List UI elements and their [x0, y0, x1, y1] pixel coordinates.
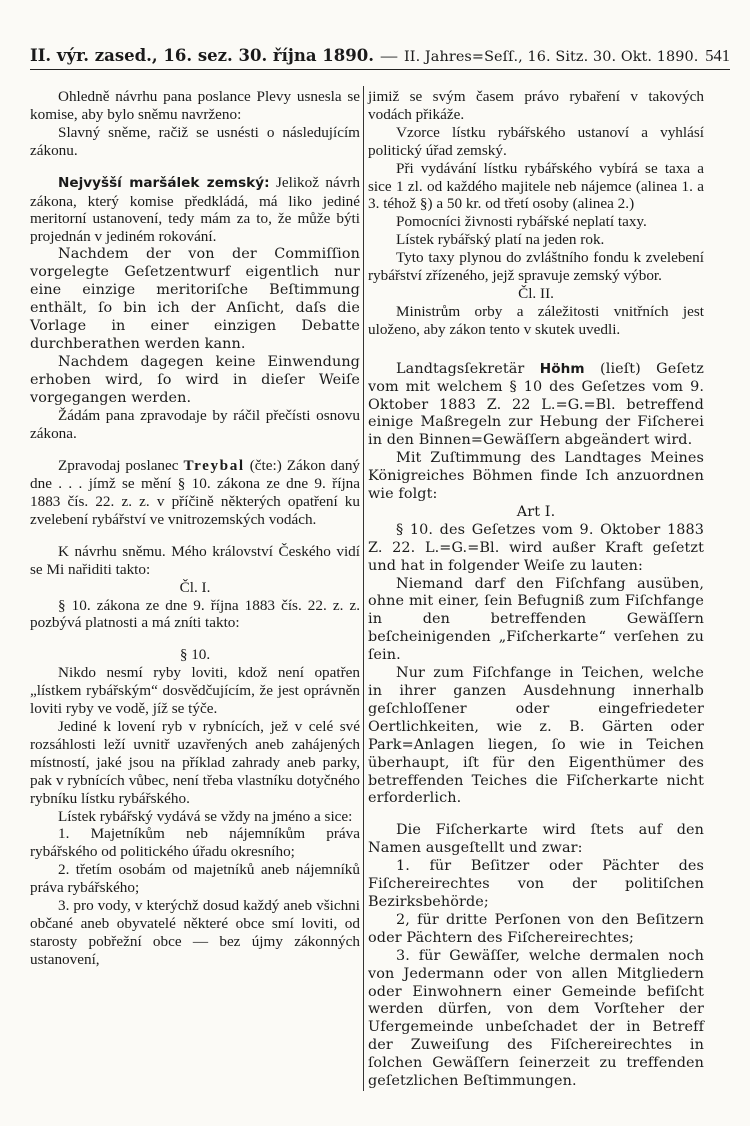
paragraph-german: Nur zum Fiſchfange in Teichen, welche in ihrer ganzen Ausdehnung innerhalb geſchloſſener oder eingefriedeter Oertlichkeiten, wie z. B. Gärten oder Park=Anlagen liegen, ſo wie in Teichen überhaupt, iſt für den Eigenthümer des betreffenden Teiches die Fiſcherkarte nicht erforderlich. — [368, 665, 704, 807]
article-heading: Čl. II. — [518, 284, 554, 302]
page-number: 541 — [705, 46, 730, 65]
speaker-name: Treybal — [183, 457, 245, 475]
speech-text: (lieſt) Geſetz vom mit welchem § 10 des Geſetzes vom 9. Oktober 1883 Z. 22 L.=G.=Bl. betreffend einige Maßregeln zur Hebung der Fiſcherei in den Binnen=Gewäſſern abgeändert wird. — [368, 360, 704, 449]
paragraph: Žádám pana zpravodaje by ráčil přečísti osnovu zákona. — [30, 407, 360, 443]
header-dash: — — [380, 46, 398, 65]
paragraph: Nikdo nesmí ryby loviti, kdož není opatřen „lístkem rybářským“ dosvědčujícím, že jest oprávněn loviti ryby ve vodě, jíž se týče. — [30, 664, 360, 718]
speaker-title: Landtagsſekretär — [396, 360, 525, 377]
paragraph: Při vydávání lístku rybářského vybírá se taxa a sice 1 zl. od každého majitele neb nájemce (alinea 1. a 3. téhož §) a 50 kr. od třetí osoby (alinea 2.) — [368, 159, 704, 213]
paragraph-german: § 10. des Geſetzes vom 9. Oktober 1883 Z. 22. L.=G.=Bl. wird außer Kraft geſetzt und hat in folgender Weiſe zu lauten: — [368, 521, 704, 574]
speaker-paragraph — [30, 174, 360, 247]
paragraph: Pomocníci živnosti rybářské neplatí taxy. — [396, 213, 647, 231]
list-item: 1. für Beſitzer oder Pächter des Fiſchereirechtes von der politiſchen Bezirksbehörde; — [368, 858, 704, 910]
paragraph-german: Die Fiſcherkarte wird ſtets auf den Namen ausgeſtellt und zwar: — [368, 822, 704, 857]
speaker-name: Nejvyšší maršálek zemský: — [58, 174, 270, 191]
paragraph: K návrhu sněmu. Mého království Českého vidí se Mi nařiditi takto: — [30, 542, 360, 578]
speaker-title: Zpravodaj poslanec — [58, 457, 179, 475]
section-heading: § 10. — [179, 646, 211, 664]
paragraph-german: Mit Zuſtimmung des Landtages Meines Königreiches Böhmen finde Ich anzuordnen wie folgt: — [368, 450, 704, 503]
paragraph-german: Nachdem der von der Commiſſion vorgelegte Geſetzentwurf eigentlich nur eine einzige meritoriſche Beſtimmung enthält, ſo bin ich der Anſicht, daſs die Vorlage in einer einzigen Debatte durchberathen werden kann. — [30, 246, 360, 352]
paragraph: Vzorce lístku rybářského ustanoví a vyhlásí politický úřad zemský. — [368, 123, 704, 159]
speaker-paragraph-german — [368, 361, 704, 451]
paragraph: Slavný sněme, račiž se usnésti o následujícím zákonu. — [30, 123, 360, 159]
speaker-action: (čte:) — [249, 457, 282, 475]
paragraph-german: Nachdem dagegen keine Einwendung erhoben wird, ſo wird in dieſer Weiſe vorgegangen werden. — [30, 353, 360, 406]
paragraph: jimiž se svým časem právo rybaření v takových vodách přikáže. — [368, 88, 704, 123]
list-item: 2, für dritte Perſonen von den Beſitzern oder Pächtern des Fiſchereirechtes; — [368, 911, 704, 946]
paragraph: Tyto taxy plynou do zvláštního fondu k zvelebení rybářství zřízeného, jejž spravuje zemský výbor. — [368, 249, 704, 285]
paragraph: Jediné k lovení ryb v rybnících, jež v celé své rozsáhlosti leží uvnitř uzavřených aneb zahájených místností, jaké jsou na příklad zahrady aneb parky, pak v rybnících vůbec, není třeba vlastníku dotyčného rybníku lístku rybářského. — [30, 718, 360, 807]
speaker-paragraph — [30, 457, 360, 529]
column-divider — [363, 86, 364, 1091]
list-item: 3. für Gewäſſer, welche dermalen noch von Jedermann oder von allen Mitgliedern oder Einwohnern einer Gemeinde befiſcht werden dürfen, von dem Vorſteher der Ufergemeinde unbeſchadet der in Betreff der Zuweiſung des Fiſchereirechtes in ſolchen Gewäſſern ſeinerzeit zu treffenden geſetzlichen Beſtimmungen. — [368, 947, 704, 1090]
paragraph: Lístek rybářský vydává se vždy na jméno a sice: — [58, 807, 353, 825]
speech-text: Zákon daný dne . . . jímž se mění § 10. zákona ze dne 9. října 1883 čís. 22. z. z. v příčině některých opatření ku zvelebení rybářství ve vnitrozemských vodách. — [30, 457, 361, 528]
speaker-name: Höhm — [539, 360, 585, 377]
list-item: 1. Majetníkům neb nájemníkům práva rybářského od politického úřadu okresního; — [30, 825, 360, 861]
header-czech: II. výr. zased., 16. sez. 30. října 1890. — [30, 46, 374, 65]
article-heading: Čl. I. — [179, 578, 211, 596]
page-header — [30, 46, 730, 70]
paragraph: Ministrům orby a záležitosti vnitřních jest uloženo, aby zákon tento v skutek uvedli. — [368, 302, 704, 338]
article-heading: Art I. — [516, 503, 556, 520]
paragraph-german: Niemand darf den Fiſchfang ausüben, ohne mit einer, ſein Befugniß zum Fiſchfange in den betreffenden Gewäſſern beſcheinigenden „Fiſcherkarte“ verſehen zu ſein. — [368, 575, 704, 664]
list-item: 2. třetím osobám od majetníků aneb nájemníků práva rybářského; — [30, 861, 360, 897]
speech-text: Jelikož návrh zákona, který komise předkládá, má liko jediné meritorní ustanovení, tedy mám za to, že může býti projednán v jediném rokování. — [30, 173, 360, 246]
paragraph: Lístek rybářský platí na jeden rok. — [396, 231, 605, 249]
paragraph: § 10. zákona ze dne 9. října 1883 čís. 22. z. z. pozbývá platnosti a má zníti takto: — [30, 596, 360, 632]
left-column — [30, 88, 360, 969]
right-column — [368, 88, 704, 1091]
paragraph: Ohledně návrhu pana poslance Plevy usnesla se komise, aby bylo sněmu navrženo: — [30, 88, 360, 123]
header-german: II. Jahres=Seſſ., 16. Sitz. 30. Okt. 1890. — [404, 49, 699, 65]
list-item: 3. pro vody, v kterýchž dosud každý aneb všichni občané aneb obyvatelé některé obce smí loviti, od starosty pobřežní obce — bez újmy zákonných ustanovení, — [30, 897, 360, 968]
